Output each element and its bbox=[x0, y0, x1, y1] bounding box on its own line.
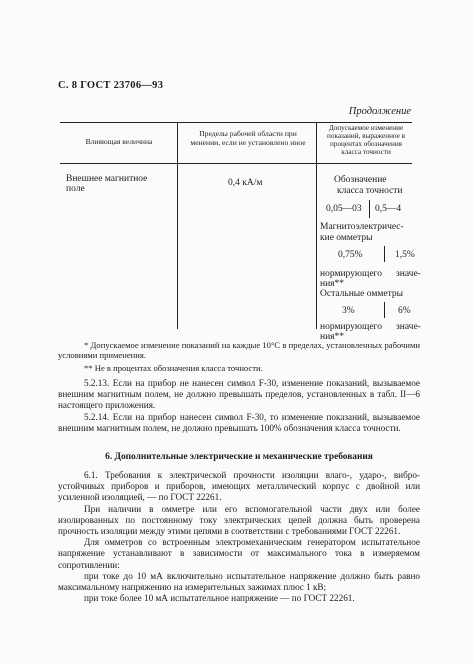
continuation-label: Продолжение bbox=[348, 106, 411, 117]
magnetoelectric-label-1: Магнитоэлектричес- bbox=[320, 222, 404, 232]
class-designation-line-1: Обозначение bbox=[334, 175, 387, 185]
magnetoelectric-label-2: кие омметры bbox=[320, 233, 373, 243]
normalizing-label-1-end: ния** bbox=[320, 279, 345, 289]
paragraph-generator: Для омметров со встроенным электромеханическим генератором испытательное напряжение устанавливают в зависимости от максимального тока в измеряемом сопротивлении: bbox=[58, 537, 420, 570]
footnote-1: * Допускаемое изменение показаний на каждые 10°С в пределах, установленных рабочими условиями применения. bbox=[58, 340, 420, 361]
table-header-rule bbox=[60, 163, 412, 164]
section-6-body bbox=[58, 470, 420, 604]
paragraph-current-up-to-10ma: при токе до 10 мА включительно испытательное напряжение должно быть равно максимальному напряжению на измерительных зажимах плюс 1 кВ; bbox=[58, 570, 420, 593]
normalizing-label-2: нормирующего bbox=[320, 322, 382, 332]
me-value-divider bbox=[384, 246, 385, 262]
other-value-divider bbox=[384, 302, 385, 318]
class-designation-line-2: класса точности bbox=[337, 186, 403, 196]
section-title: 6. Дополнительные электрические и механические требования bbox=[105, 452, 373, 462]
page-reference: С. 8 ГОСТ 23706—93 bbox=[58, 80, 164, 91]
other-value-2: 6% bbox=[398, 306, 411, 316]
class-range-divider bbox=[369, 200, 370, 218]
table-col-divider-2 bbox=[316, 122, 317, 329]
class-range-1: 0,05—03 bbox=[326, 204, 362, 214]
other-value-1: 3% bbox=[342, 306, 355, 316]
col-header-limits: Пределы рабочей области при менении, если не установлено иное bbox=[190, 129, 306, 147]
normalizing-label-2-end: ния** bbox=[320, 332, 345, 342]
footnote-2: ** Не в процентах обозначения класса точности. bbox=[84, 362, 263, 373]
quantity-line-2: поле bbox=[66, 184, 85, 194]
other-ohmmeters-label: Остальные омметры bbox=[320, 289, 403, 299]
paragraph-current-over-10ma: при токе более 10 мА испытательное напряжение — по ГОСТ 22261. bbox=[84, 593, 355, 604]
paragraph-ohmmeter-circuits: При наличии в омметре или его вспомогательной части двух или более изолированных по постоянному току электрических цепей должна быть проверена прочность изоляции между этими цепями в соответствии с требованиями ГОСТ 22261. bbox=[58, 503, 420, 537]
clause-5-2-13 bbox=[58, 378, 420, 412]
table-col-divider-1 bbox=[177, 122, 178, 329]
quantity-line-1: Внешнее магнитное bbox=[66, 174, 148, 184]
normalizing-label-1: нормирующего bbox=[320, 269, 382, 279]
col-header-quantity: Влияющая величина bbox=[85, 137, 153, 146]
table-top-rule bbox=[60, 122, 412, 123]
clause-5-2-14-text: 5.2.14. Если на прибор нанесен символ F-30, то изменение показаний, вызываемое внешним магнитным полем, не должно превышать 100% обозначения класса точности. bbox=[58, 412, 420, 434]
me-value-2: 1,5% bbox=[395, 250, 415, 260]
footnotes bbox=[58, 340, 420, 373]
clause-5-2-14 bbox=[58, 412, 420, 434]
paragraph-6-1: 6.1. Требования к электрической прочности изоляции влаго-, ударо-, вибро-устойчивых приборов и приборов, имеющих металлический корпус с двойной или усиленной изоляцией, — по ГОСТ 22261. bbox=[58, 470, 420, 503]
normalizing-label-1-cont: значе- bbox=[396, 269, 421, 279]
clause-5-2-13-text: 5.2.13. Если на прибор не нанесен символ F-30, изменение показаний, вызываемое внешним магнитным полем, не должно превышать пределов, установленных в табл. II—6 настоящего приложения. bbox=[58, 378, 420, 411]
normalizing-label-2-cont: значе- bbox=[396, 322, 421, 332]
class-range-2: 0,5—4 bbox=[375, 204, 402, 214]
col-header-allowed-change: Допускаемое изменение показаний, выраженное в процентах обозначения класса точности bbox=[327, 124, 405, 156]
limit-value: 0,4 кА/м bbox=[228, 178, 263, 188]
me-value-1: 0,75% bbox=[338, 250, 363, 260]
